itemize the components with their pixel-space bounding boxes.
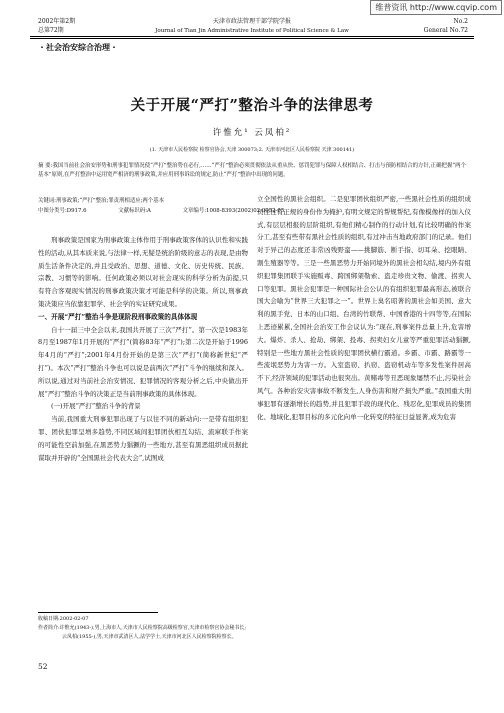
body-paragraph: 立全国性的黑社会组织。二是犯罪团伙组织严密,一些黑社会性质的组织成员往往有正规的身份作为掩护,有明文规定的帮规帮纪,有像模像样的加入仪式,有层层相报的层阶组织,有他们精心制作的行动计划,有比较明确的作案分工,甚至有些带有黑社会性质的组织,有过冲击当地政府部门的记录。他们对于异己的态度还非常凶残野蛮——挑脚筋、断手指、切耳朵、挖眼睛、割生殖器等等。三是一些黑恶势力开始同境外的黑社会相勾结,境内外有组织犯罪集团联手实施贩毒、跨国绑架勒索、盗走珍贵文物、偷渡、拐卖人口等犯罪。黑社会犯罪是一种国际社会公认的有组织犯罪最高形态,被联合国大会喻为“世界三大犯罪之一”。世界上臭名昭著的黑社会如美国、意大利的黑手党、日本的山口组、台湾的竹联帮、中国香港的十四等等,在国际上恶迹累累,全国社会治安工作会议认为:“现在,刑事案件总量上升,危害增大。爆炸、杀人、抢劫、绑架、投毒、拐卖妇女儿童等严重犯罪活动猖獗,特别是一些地方黑社会性质的犯罪团伙横行霸道。乡霸、市霸、路霸等一些流氓恶势力为害一方。入室盗窃、扒窃、盗窃机动车等多发性案件居高不下,经济领域的犯罪活动也很突出。黄赌毒等丑恶现象屡禁不止,污染社会风气。各种治安灾害事故不断发生,人身伤害和财产损失严重。”我国重大刑事犯罪有逐渐增长的趋势,并且犯罪手段的现代化、残忍化,犯罪成员的集团化、地域化,犯罪目标的多元化向单一化转变的特征日益显著,成为危害 xyxy=(257,195,471,421)
section-heading: 一、开展“严打”整治斗争是现阶段刑事政策的具体体现 xyxy=(38,312,198,321)
body-paragraph: 当前,我国重大刑事犯罪出现了与以往不同的新动向:一是带有组织犯罪、团伙犯罪呈增多趋势,不同区域间犯罪团伙相互勾结、流窜联手作案的可能性空前加强,在黑恶势力猖獗的一些地方,甚至有黑恶组织成员据此谋取并开辟的“全国黑社会代表大会”,试图成 xyxy=(38,415,248,462)
footnote xyxy=(38,612,468,642)
body-paragraph: 刑事政策是国家为刑事政策主体作用于刑事政策客体的认识性和实践性的活动,从其本质来说,与法律一样,无疑是统治阶级的意志的表现,是由物质生活条件决定的,并且受政治、思想、道德、文化、历史传统、民族、宗教、习惯等的影响。任何政策必须以对社会现实的科学分析为前提,只有符合客观现实情况的刑事政策决策才可能是科学的决策。所以,刑事政策决策应当依靠犯罪学、社会学的实证研究成果。 xyxy=(38,236,248,308)
author-bio-2: 云凤柏(1955-),男,天津市武清区人,法学学士,天津市河北区人民检察院检察长。 xyxy=(62,634,237,640)
left-column xyxy=(38,234,248,464)
footnote-rule xyxy=(38,612,158,613)
author-bio-1: 作者简介:许惟允(1943-),男,上海市人,天津市人民检察院高级检察官,天津市检察官协会秘书长; xyxy=(38,625,247,631)
header-rule xyxy=(30,36,474,37)
column-tag: ・社会治安综合治理・ xyxy=(38,42,118,52)
keywords: 关键词:刑事政策;“严打”整治;罪责刑相适应;两个基本 xyxy=(38,198,164,204)
header-issue: 2002年第2期 xyxy=(38,18,76,25)
clc-number: 中图分类号:D917.6 xyxy=(38,208,87,214)
header-journal-cn: 天津市政法管理干部学院学报 xyxy=(212,18,291,25)
document-code: 文献标识码:A xyxy=(118,208,151,214)
abstract: 摘 要:我国当前社会治安形势和刑事犯罪情况使“严打”整治势在必行,……“严打”整治必须贯彻依法从重从快、惩罚犯罪与保障人权相结合、打击与预防相结合的方针,正确把握“两个基本”原则,在严打整治中运用宽严相济的刑事政策,并应用刑事诉讼的规定,防止“严打”整治中出现的问题。 xyxy=(38,163,466,178)
article-title: 关于开展“严打”整治斗争的法律思考 xyxy=(130,97,374,114)
body-paragraph: 自十一届三中全会以来,我国共开展了三次“严打”。第一次是1983年8月至1987年1月开展的“严打”(简称83年“严打”);第二次是开始于1996年4月的“严打”;2001年4月份开始的是第三次“严打”(简称新世纪“严打”)。本次“严打”整治斗争也可以说是前两次“严打”斗争的继续和深入。所以说,通过对当前社会治安情况、犯罪情况的客观分析之后,中央做出开展“严打”整治斗争的决策正是当前刑事政策的具体体现。 xyxy=(38,325,248,398)
page-number: 52 xyxy=(38,662,48,671)
header-total: 总第72期 xyxy=(38,27,64,34)
header-rule-thin xyxy=(30,38,474,39)
affiliation: (1. 天津市人民检察院 检察官协会,天津 300073;2. 天津市河北区人民检察院 天津 300141) xyxy=(149,147,355,153)
right-column xyxy=(257,193,471,423)
header-no: No.2 xyxy=(453,18,468,25)
article-id: 文章编号:1008-8393(2002)02-0052-05 xyxy=(182,208,285,214)
subsection-heading: (一)开展“严打”整治斗争的背景 xyxy=(51,402,141,411)
watermark-label: 维普资讯 http://www.cqvip.com xyxy=(370,0,502,15)
authors: 许惟允¹ 云凤柏² xyxy=(212,128,292,138)
header-general-no: General No.72 xyxy=(423,27,468,34)
received-date: 收稿日期:2002-02-07 xyxy=(38,616,89,622)
header-journal-en: Journal of Tian Jin Administrative Institute of Political Science & Law xyxy=(155,28,349,34)
